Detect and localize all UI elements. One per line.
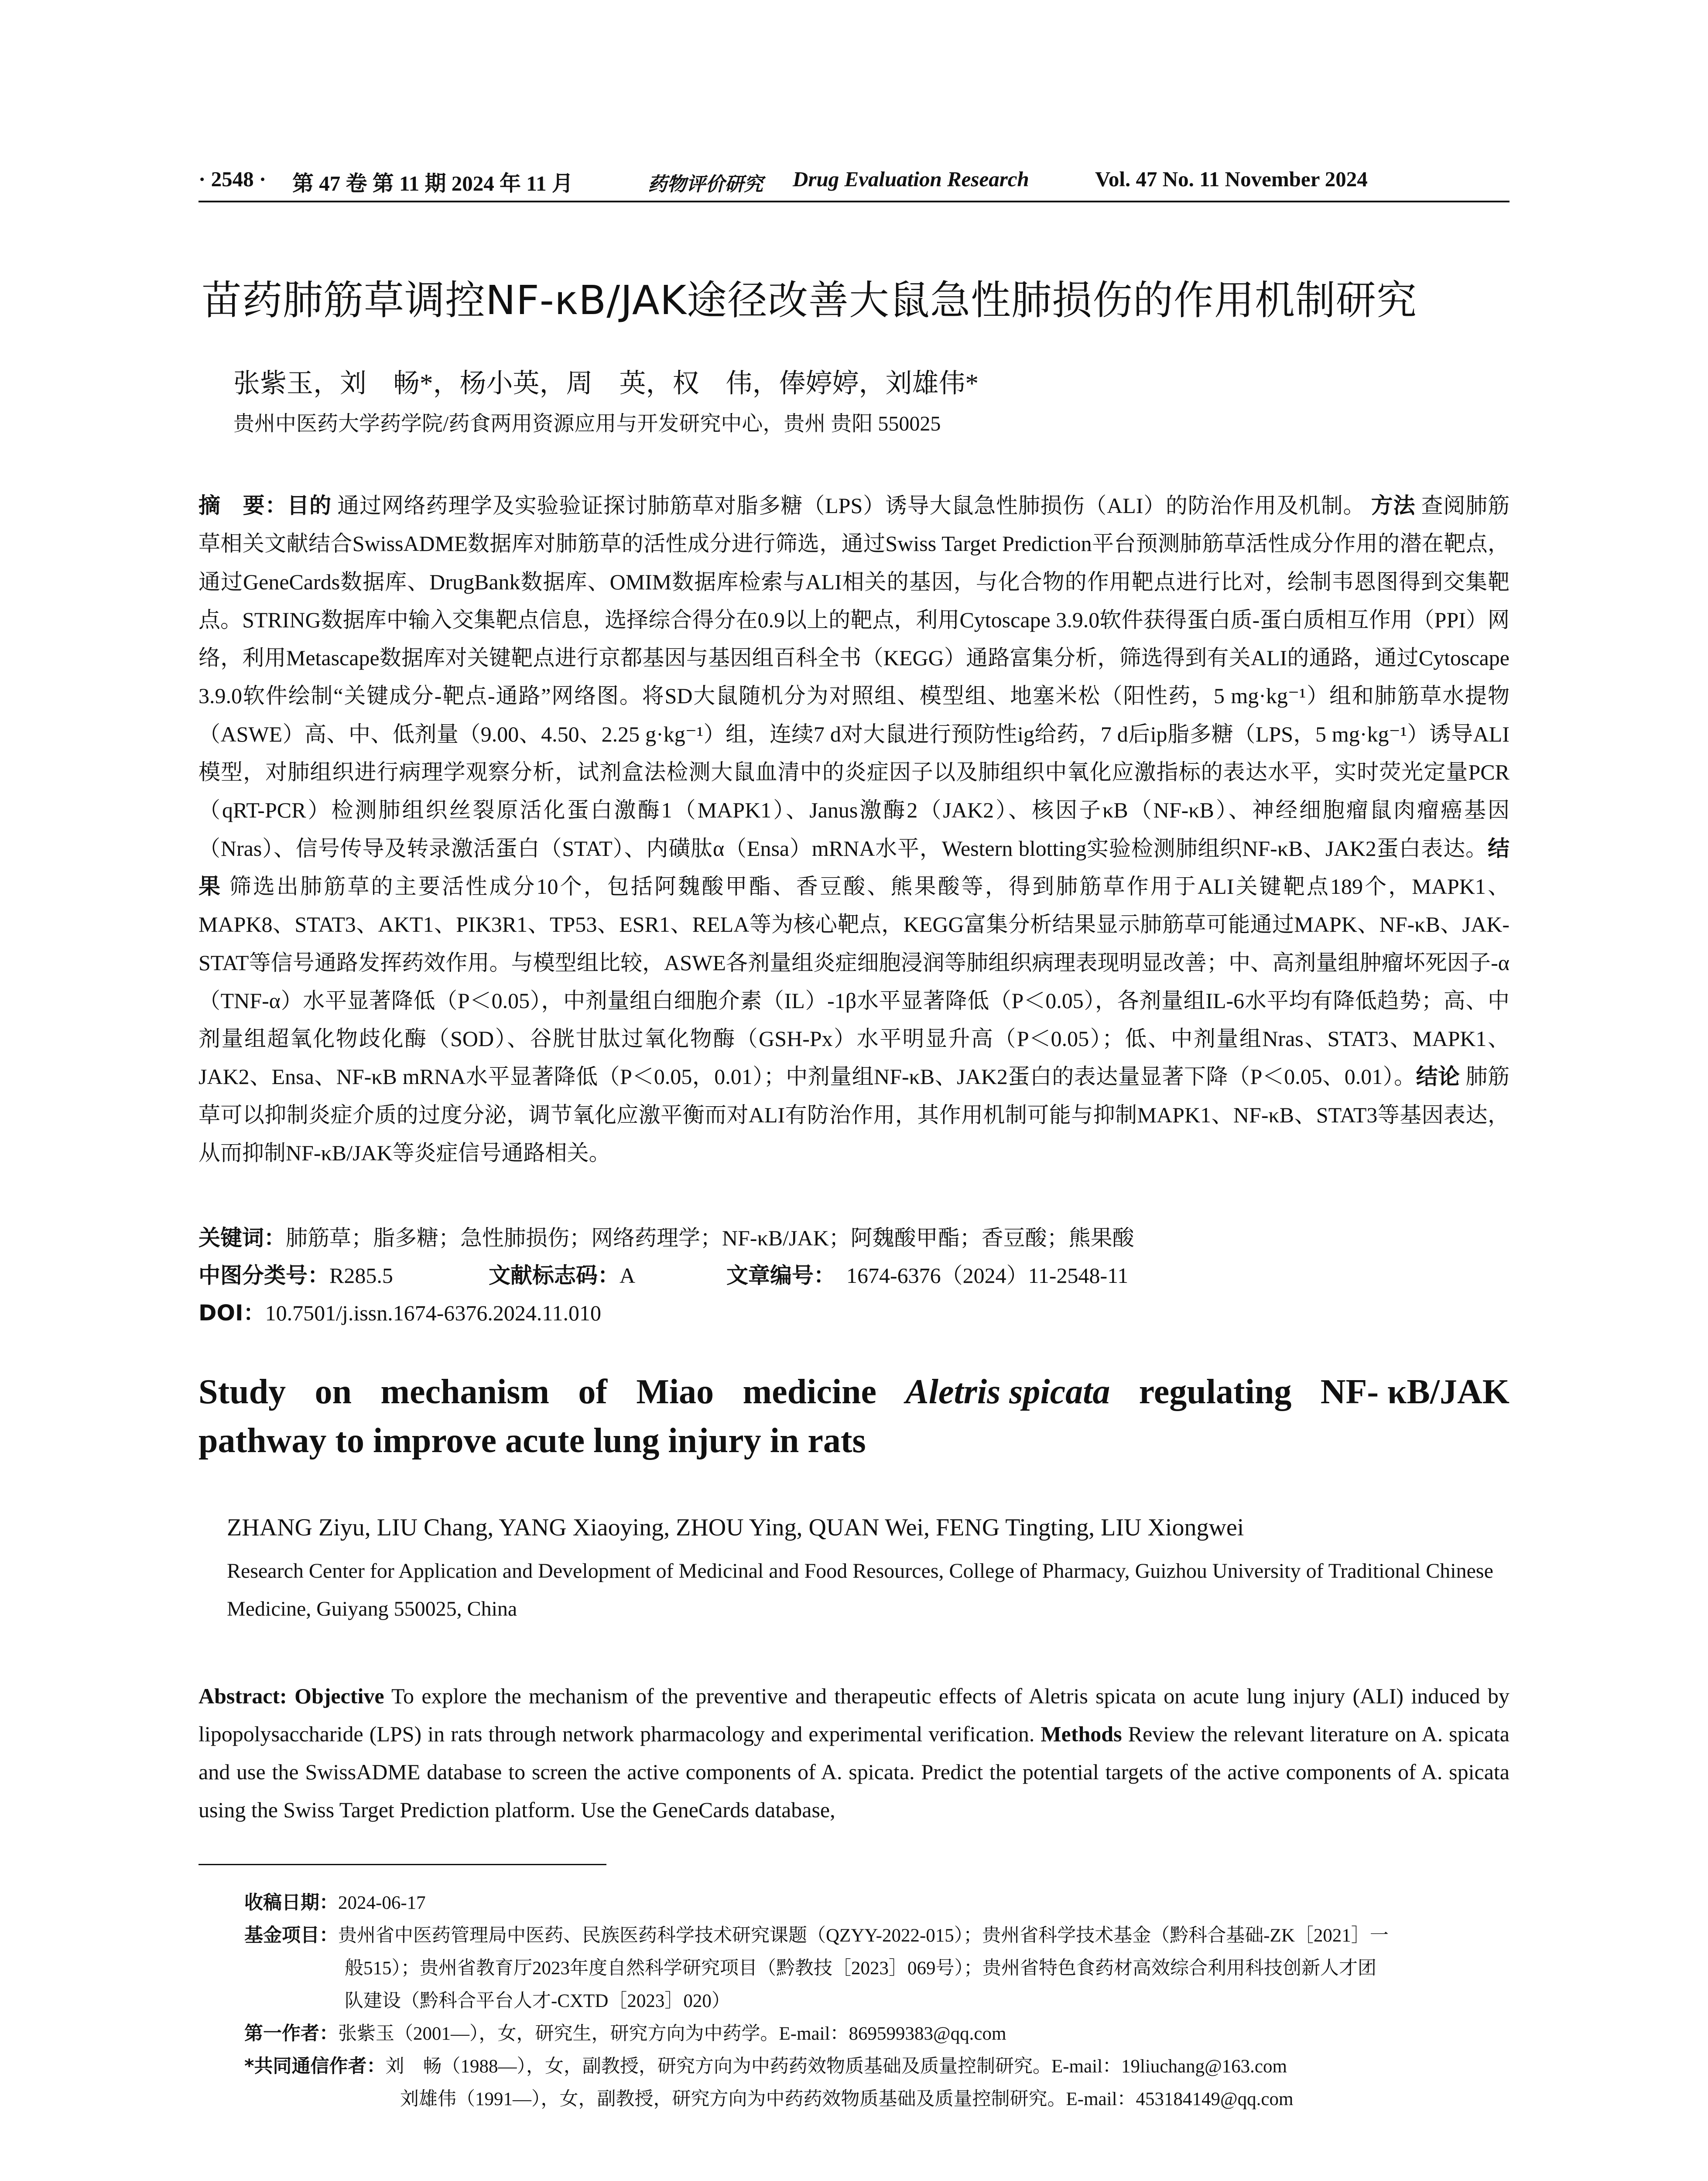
abstract-en (199, 1677, 1509, 1829)
fund-line-1: 贵州省中医药管理局中医药、民族医药科学技术研究课题（QZYY-2022-015）；贵州省科学技术基金（黔科合基础-ZK［2021］一 (338, 1925, 1389, 1946)
doi-row (199, 1294, 1509, 1332)
footnote-rule (199, 1864, 606, 1865)
authors-cn: 张紫玉，刘 畅*，杨小英，周 英，权 伟，俸婷婷，刘雄伟* (233, 369, 979, 398)
affiliation-cn: 贵州中医药大学药学院/药食两用资源应用与开发研究中心，贵州 贵阳 550025 (233, 412, 941, 435)
corresponding-label: *共同通信作者： (244, 2055, 386, 2077)
header-rule (199, 201, 1509, 202)
footnotes (244, 1887, 1509, 2116)
corresponding-row (244, 2050, 1509, 2083)
title-en-line-1 (199, 1367, 1509, 1416)
objective-en-label: Objective (294, 1684, 384, 1708)
title-word: medicine (743, 1373, 877, 1411)
article-meta-cn (199, 1219, 1509, 1332)
objective-en-text: To explore the mechanism of the preventive and therapeutic effects of Aletris spicata on acute lung injury (ALI) induced by lipopolysaccharide (LPS) in rats through network pharmacology and experimental verification. (199, 1684, 1509, 1746)
title-word: mechanism (380, 1373, 549, 1411)
first-author-label: 第一作者： (244, 2023, 338, 2044)
keywords-label: 关键词： (199, 1225, 286, 1251)
issue-en: Vol. 47 No. 11 November 2024 (1095, 167, 1368, 191)
fund-line-2: 般515）；贵州省教育厅2023年度自然科学研究项目（黔教技［2023］069号）；贵州省特色食药材高效综合利用科技创新人才团 (345, 1958, 1376, 1979)
conclusion-label: 结论 (1416, 1064, 1460, 1090)
results-label: 结果 (199, 835, 1509, 899)
fund-label: 基金项目： (244, 1925, 338, 1946)
title-species: Aletris spicata (905, 1373, 1110, 1411)
corresponding-author-2: 刘雄伟（1991—），女，副教授，研究方向为中药药效物质基础及质量控制研究。E-mail：453184149@qq.com (400, 2089, 1294, 2109)
title-word: Miao (636, 1373, 714, 1411)
keywords-row (199, 1219, 1509, 1257)
clc-value: R285.5 (329, 1263, 393, 1288)
article-no-value: 1674-6376（2024）11-2548-11 (846, 1263, 1129, 1288)
title-word: regulating (1139, 1373, 1292, 1411)
methods-label: 方法 (1371, 493, 1416, 518)
journal-name-en: Drug Evaluation Research (793, 167, 1029, 191)
journal-logo: 药物评价研究 (648, 173, 763, 195)
doc-code-value: A (620, 1263, 636, 1288)
doi-label: DOI： (199, 1300, 265, 1326)
authors-en: ZHANG Ziyu, LIU Chang, YANG Xiaoying, ZHOU Ying, QUAN Wei, FENG Tingting, LIU Xiongwei (227, 1514, 1244, 1541)
fund-line-3: 队建设（黔科合平台人才-CXTD［2023］020） (345, 1991, 730, 2011)
received-label: 收稿日期： (244, 1892, 338, 1914)
article-title-cn: 苗药肺筋草调控NF-κB/JAK途径改善大鼠急性肺损伤的作用机制研究 (202, 277, 1417, 324)
methods-en-label: Methods (1041, 1722, 1122, 1746)
abstract-cn (199, 487, 1509, 1172)
title-word: of (578, 1373, 607, 1411)
doi-value: 10.7501/j.issn.1674-6376.2024.11.010 (265, 1301, 602, 1325)
article-no-label: 文章编号： (726, 1263, 835, 1288)
conclusion-text: 肺筋草可以抑制炎症介质的过度分泌，调节氧化应激平衡而对ALI有防治作用，其作用机制可能与抑制MAPK1、NF-κB、STAT3等基因表达，从而抑制NF-κB/JAK等炎症信号通路相关。 (199, 1064, 1510, 1166)
running-header (199, 167, 1509, 197)
title-word: NF- κB/JAK (1320, 1373, 1509, 1411)
objective-label: 目的 (287, 493, 332, 518)
title-word: on (315, 1373, 352, 1411)
received-row (244, 1887, 1509, 1919)
results-text: 筛选出肺筋草的主要活性成分10个，包括阿魏酸甲酯、香豆酸、熊果酸等，得到肺筋草作用于ALI关键靶点189个，MAPK1、MAPK8、STAT3、AKT1、PIK3R1、TP53、ESR1、RELA等为核心靶点，KEGG富集分析结果显示肺筋草可能通过MAPK、NF-κB、JAK-STAT等信号通路发挥药效作用。与模型组比较，ASWE各剂量组炎症细胞浸润等肺组织病理表现明显改善；中、高剂量组肿瘤坏死因子-α（TNF-α）水平显著降低（P＜0.05），中剂量组白细胞介素（IL）-1β水平显著降低（P＜0.05），各剂量组IL-6水平均有降低趋势；高、中剂量组超氧化物歧化酶（SOD）、谷胱甘肽过氧化物酶（GSH-Px）水平明显升高（P＜0.05）；低、中剂量组Nras、STAT3、MAPK1、JAK2、Ensa、NF-κB mRNA水平显著降低（P＜0.05，0.01）；中剂量组NF-κB、JAK2蛋白的表达量显著下降（P＜0.05、0.01）。 (199, 874, 1510, 1089)
article-title-en (199, 1367, 1509, 1465)
abstract-en-label: Abstract: (199, 1684, 287, 1708)
first-author-text: 张紫玉（2001—），女，研究生，研究方向为中药学。E-mail：869599383@qq.com (338, 2024, 1006, 2044)
doc-code-label: 文献标志码： (489, 1263, 620, 1288)
corresponding-author-1: 刘 畅（1988—），女，副教授，研究方向为中药药效物质基础及质量控制研究。E-mail：19liuchang@163.com (385, 2056, 1287, 2077)
affiliation-en: Research Center for Application and Development of Medicinal and Food Resources, College of Pharmacy, Guizhou University of Traditional Chinese Medicine, Guiyang 550025, China (227, 1559, 1493, 1620)
title-en-line-2: pathway to improve acute lung injury in rats (199, 1422, 866, 1460)
classification-row (199, 1257, 1509, 1294)
issue-cn: 第 47 卷 第 11 期 2024 年 11 月 (292, 171, 573, 195)
keywords-text: 肺筋草；脂多糖；急性肺损伤；网络药理学；NF-κB/JAK；阿魏酸甲酯；香豆酸；熊果酸 (286, 1226, 1134, 1250)
fund-row (244, 1919, 1509, 1952)
methods-en-text: Review the relevant literature on A. spicata and use the SwissADME database to screen the active components of A. spicata. Predict the potential targets of the active components of A. spicata using the Swiss Target Prediction platform. Use the GeneCards database, (199, 1722, 1510, 1822)
title-word: Study (199, 1373, 286, 1411)
methods-text: 查阅肺筋草相关文献结合SwissADME数据库对肺筋草的活性成分进行筛选，通过Swiss Target Prediction平台预测肺筋草活性成分作用的潜在靶点，通过GeneCards数据库、DrugBank数据库、OMIM数据库检索与ALI相关的基因，与化合物的作用靶点进行比对，绘制韦恩图得到交集靶点。STRING数据库中输入交集靶点信息，选择综合得分在0.9以上的靶点，利用Cytoscape 3.9.0软件获得蛋白质-蛋白质相互作用（PPI）网络，利用Metascape数据库对关键靶点进行京都基因与基因组百科全书（KEGG）通路富集分析，筛选得到有关ALI的通路，通过Cytoscape 3.9.0软件绘制“关键成分-靶点-通路”网络图。将SD大鼠随机分为对照组、模型组、地塞米松（阳性药，5 mg·kg⁻¹）组和肺筋草水提物（ASWE）高、中、低剂量（9.00、4.50、2.25 g·kg⁻¹）组，连续7 d对大鼠进行预防性ig给药，7 d后ip脂多糖（LPS，5 mg·kg⁻¹）诱导ALI模型，对肺组织进行病理学观察分析，试剂盒法检测大鼠血清中的炎症因子以及肺组织中氧化应激指标的表达水平，实时荧光定量PCR（qRT-PCR）检测肺组织丝裂原活化蛋白激酶1（MAPK1）、Janus激酶2（JAK2）、核因子κB（NF-κB）、神经细胞瘤鼠肉瘤癌基因（Nras）、信号传导及转录激活蛋白（STAT）、内磺肽α（Ensa）mRNA水平，Western blotting实验检测肺组织NF-κB、JAK2蛋白表达。 (199, 493, 1510, 861)
first-author-row (244, 2017, 1509, 2050)
abstract-label: 摘 要： (199, 493, 288, 518)
page-number: · 2548 · (199, 167, 267, 191)
clc-label: 中图分类号： (199, 1263, 329, 1288)
objective-text: 通过网络药理学及实验验证探讨肺筋草对脂多糖（LPS）诱导大鼠急性肺损伤（ALI）的防治作用及机制。 (337, 493, 1366, 518)
received-date: 2024-06-17 (338, 1893, 426, 1913)
